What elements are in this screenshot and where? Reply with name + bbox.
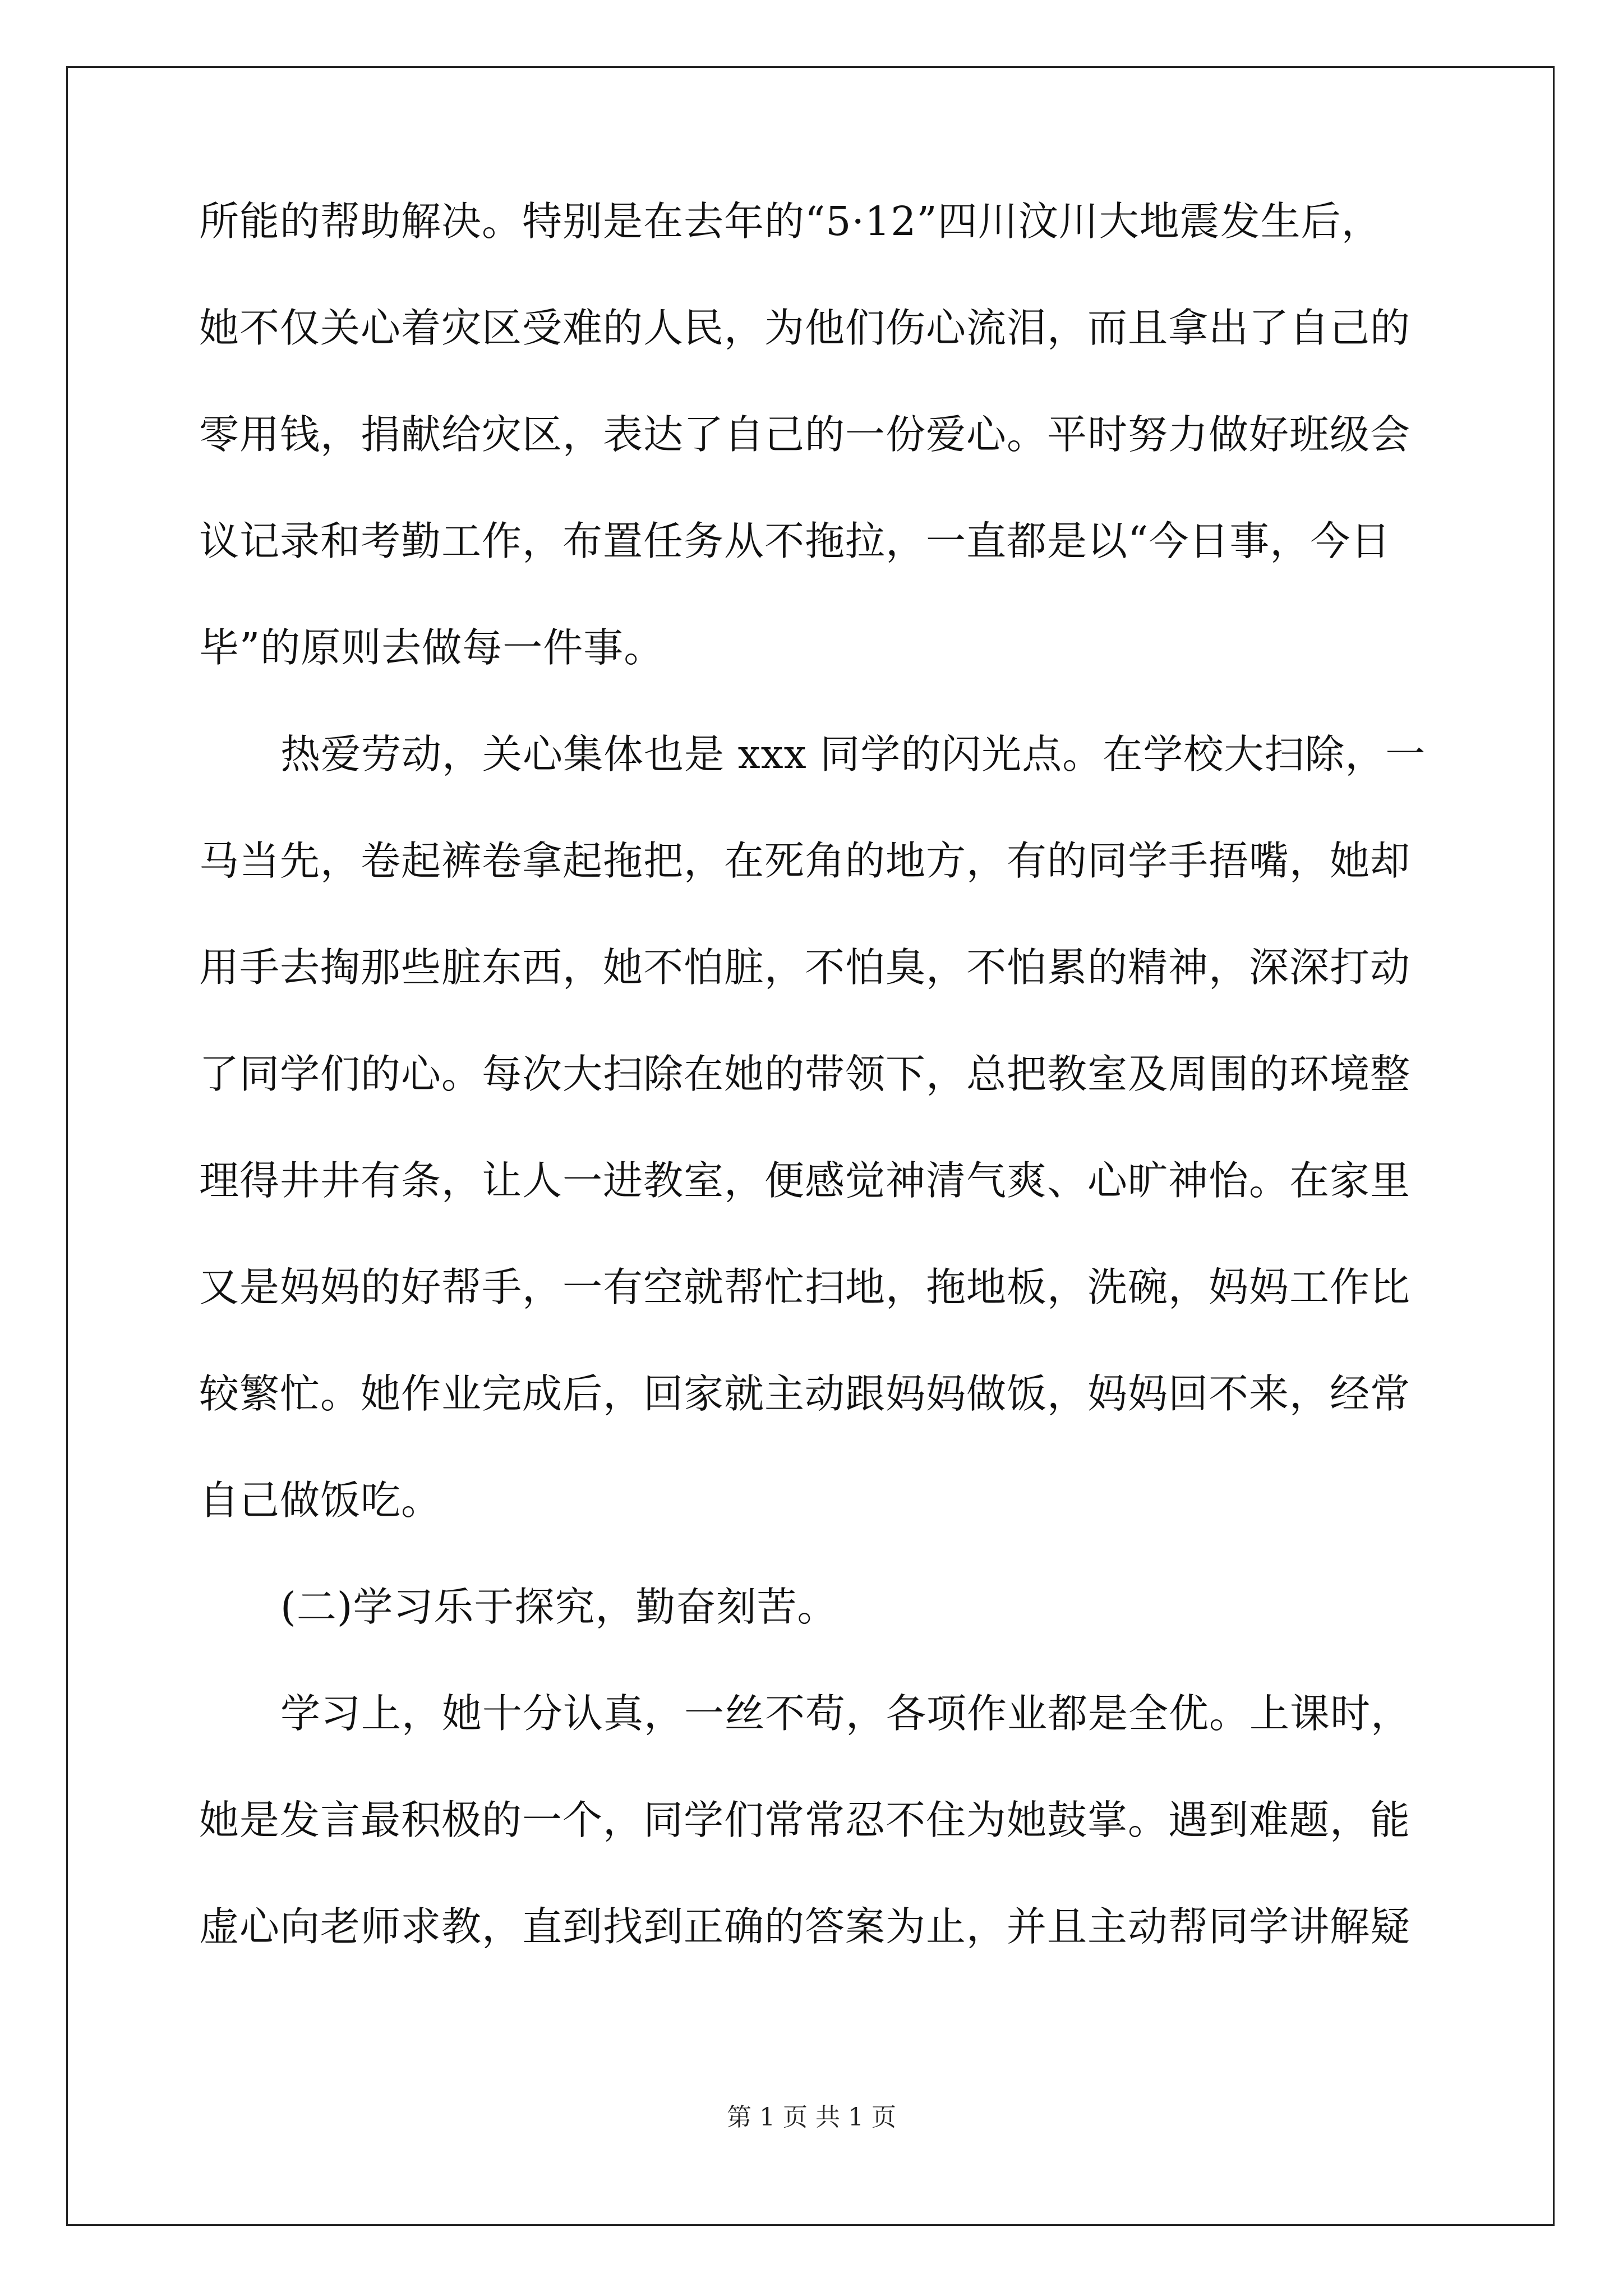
page-number-footer: 第 1 页 共 1 页 — [727, 2103, 896, 2132]
text-line: 又是妈妈的好帮手，一有空就帮忙扫地，拖地板，洗碗，妈妈工作比 — [199, 1264, 1411, 1310]
text-line: 马当先，卷起裤卷拿起拖把，在死角的地方，有的同学手捂嘴，她却 — [199, 838, 1411, 884]
paragraph-first-line: 学习上，她十分认真，一丝不苟，各项作业都是全优。上课时， — [280, 1690, 1412, 1737]
text-line: 虚心向老师求教，直到找到正确的答案为止，并且主动帮同学讲解疑 — [199, 1903, 1411, 1950]
text-line: 自己做饭吃。 — [199, 1477, 442, 1524]
text-line: 她不仅关心着灾区受难的人民，为他们伤心流泪，而且拿出了自己的 — [199, 305, 1411, 351]
text-line: 了同学们的心。每次大扫除在她的带领下，总把教室及周围的环境整 — [199, 1051, 1411, 1097]
text-line: 她是发言最积极的一个，同学们常常忍不住为她鼓掌。遇到难题，能 — [199, 1797, 1411, 1843]
section-heading: (二)学习乐于探究，勤奋刻苦。 — [280, 1584, 838, 1630]
text-line: 毕”的原则去做每一件事。 — [199, 624, 665, 671]
text-line: 零用钱，捐献给灾区，表达了自己的一份爱心。平时努力做好班级会 — [199, 411, 1411, 458]
text-line: 所能的帮助解决。特别是在去年的“5·12”四川汶川大地震发生后， — [199, 198, 1382, 245]
text-line: 较繁忙。她作业完成后，回家就主动跟妈妈做饭，妈妈回不来，经常 — [199, 1370, 1411, 1417]
text-line: 用手去掏那些脏东西，她不怕脏，不怕臭，不怕累的精神，深深打动 — [199, 944, 1411, 991]
paragraph-first-line: 热爱劳动，关心集体也是 xxx 同学的闪光点。在学校大扫除，一 — [280, 731, 1426, 777]
text-line: 议记录和考勤工作，布置任务从不拖拉，一直都是以“今日事，今日 — [199, 518, 1391, 564]
text-line: 理得井井有条，让人一进教室，便感觉神清气爽、心旷神怡。在家里 — [199, 1157, 1411, 1204]
